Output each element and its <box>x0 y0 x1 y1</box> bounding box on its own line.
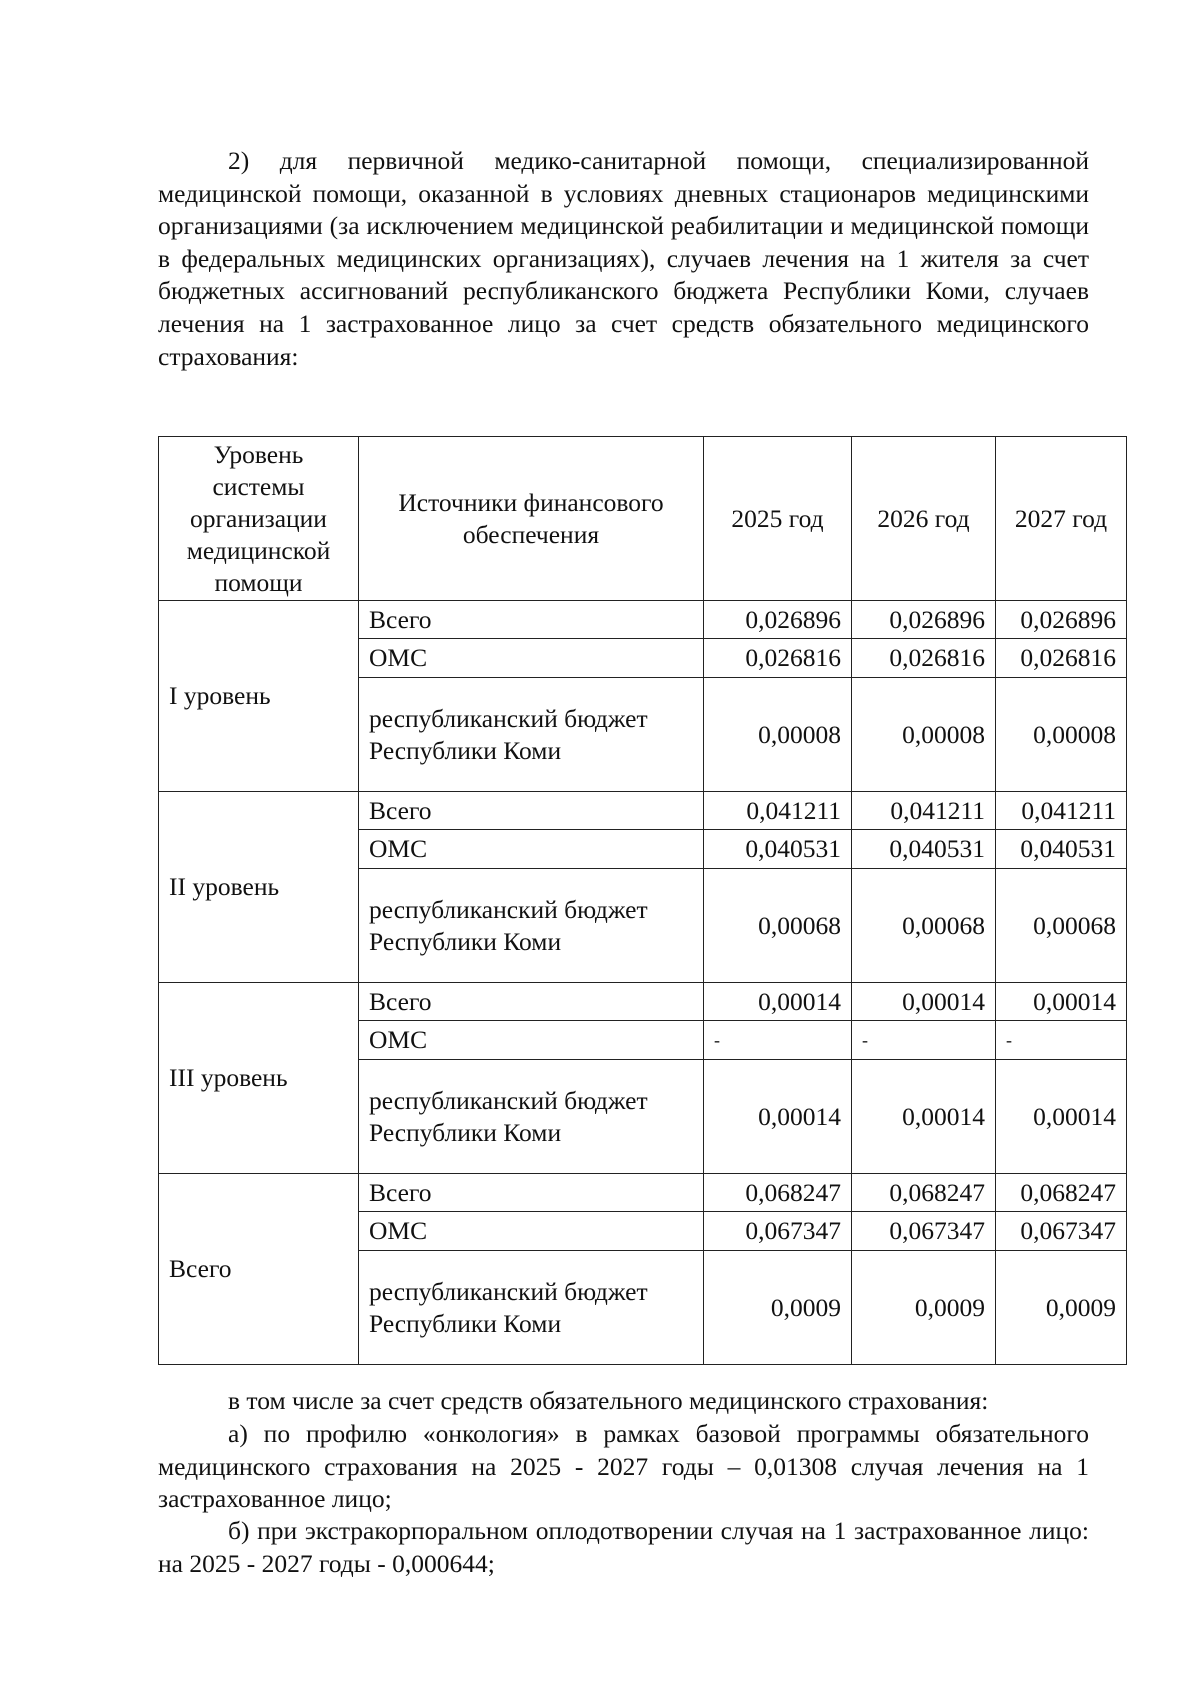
source-cell: республиканский бюджет Республики Коми <box>359 1060 704 1174</box>
value-cell: 0,00008 <box>852 678 996 792</box>
value-cell: 0,026816 <box>852 639 996 678</box>
level-cell: I уровень <box>159 601 359 792</box>
item-b-text: б) при экстракорпоральном оплодотворении случая на 1 застрахованное лицо: на 2025 - 2027 годы - 0,000644; <box>158 1516 1089 1578</box>
value-cell: 0,0009 <box>852 1251 996 1365</box>
value-cell: 0,067347 <box>996 1212 1127 1251</box>
value-cell: 0,041211 <box>852 792 996 830</box>
value-cell: 0,00014 <box>996 1060 1127 1174</box>
value-cell: 0,00014 <box>852 1060 996 1174</box>
table-row <box>159 983 1127 1021</box>
item-a-text: а) по профилю «онкология» в рамках базовой программы обязательного медицинского страхования на 2025 - 2027 годы – 0,01308 случая лечения на 1 застрахованное лицо; <box>158 1419 1089 1514</box>
value-cell: 0,068247 <box>704 1174 852 1212</box>
source-cell: ОМС <box>359 1212 704 1251</box>
value-cell: 0,00014 <box>852 983 996 1021</box>
source-cell: ОМС <box>359 639 704 678</box>
value-cell: 0,00014 <box>704 1060 852 1174</box>
value-cell: 0,026816 <box>996 639 1127 678</box>
source-cell: республиканский бюджет Республики Коми <box>359 1251 704 1365</box>
source-cell: Всего <box>359 601 704 639</box>
value-cell: 0,040531 <box>996 830 1127 869</box>
level-cell: Всего <box>159 1174 359 1365</box>
item-b-paragraph <box>158 1515 1089 1580</box>
table-row <box>159 1174 1127 1212</box>
intro-paragraph <box>158 145 1089 373</box>
value-cell: 0,067347 <box>704 1212 852 1251</box>
value-cell: 0,026896 <box>852 601 996 639</box>
value-cell: 0,00068 <box>704 869 852 983</box>
value-cell: 0,068247 <box>852 1174 996 1212</box>
intro-text: 2) для первичной медико-санитарной помощи, специализированной медицинской помощи, оказанной в условиях дневных стационаров медицинскими организациями (за исключением медицинской реабилитации и медицинской помощи в федеральных медицинских организациях), случаев лечения на 1 жителя за счет бюджетных ассигнований республиканского бюджета Республики Коми, случаев лечения на 1 застрахованное лицо за счет средств обязательного медицинского страхования: <box>158 146 1089 371</box>
level-cell: II уровень <box>159 792 359 983</box>
header-2025: 2025 год <box>704 437 852 601</box>
value-cell: 0,026896 <box>996 601 1127 639</box>
header-2026: 2026 год <box>852 437 996 601</box>
source-cell: республиканский бюджет Республики Коми <box>359 869 704 983</box>
data-table <box>158 436 1127 1365</box>
value-cell: 0,067347 <box>852 1212 996 1251</box>
source-cell: Всего <box>359 1174 704 1212</box>
source-cell: Всего <box>359 983 704 1021</box>
value-cell: - <box>704 1021 852 1060</box>
value-cell: 0,00008 <box>704 678 852 792</box>
value-cell: 0,040531 <box>852 830 996 869</box>
source-cell: ОМС <box>359 830 704 869</box>
source-cell: ОМС <box>359 1021 704 1060</box>
value-cell: 0,026816 <box>704 639 852 678</box>
value-cell: 0,0009 <box>996 1251 1127 1365</box>
value-cell: 0,041211 <box>704 792 852 830</box>
table-row <box>159 601 1127 639</box>
value-cell: - <box>852 1021 996 1060</box>
table-row <box>159 792 1127 830</box>
header-level: Уровень системы организации медицинской помощи <box>159 437 359 601</box>
value-cell: 0,00008 <box>996 678 1127 792</box>
note-paragraph <box>158 1385 1089 1418</box>
value-cell: 0,068247 <box>996 1174 1127 1212</box>
item-a-paragraph <box>158 1418 1089 1516</box>
value-cell: - <box>996 1021 1127 1060</box>
note-text: в том числе за счет средств обязательного медицинского страхования: <box>228 1386 989 1415</box>
source-cell: республиканский бюджет Республики Коми <box>359 678 704 792</box>
value-cell: 0,00014 <box>996 983 1127 1021</box>
value-cell: 0,026896 <box>704 601 852 639</box>
level-cell: III уровень <box>159 983 359 1174</box>
value-cell: 0,0009 <box>704 1251 852 1365</box>
value-cell: 0,00014 <box>704 983 852 1021</box>
value-cell: 0,041211 <box>996 792 1127 830</box>
table-header-row <box>159 437 1127 601</box>
value-cell: 0,00068 <box>996 869 1127 983</box>
header-source: Источники финансового обеспечения <box>359 437 704 601</box>
value-cell: 0,040531 <box>704 830 852 869</box>
value-cell: 0,00068 <box>852 869 996 983</box>
header-2027: 2027 год <box>996 437 1127 601</box>
source-cell: Всего <box>359 792 704 830</box>
